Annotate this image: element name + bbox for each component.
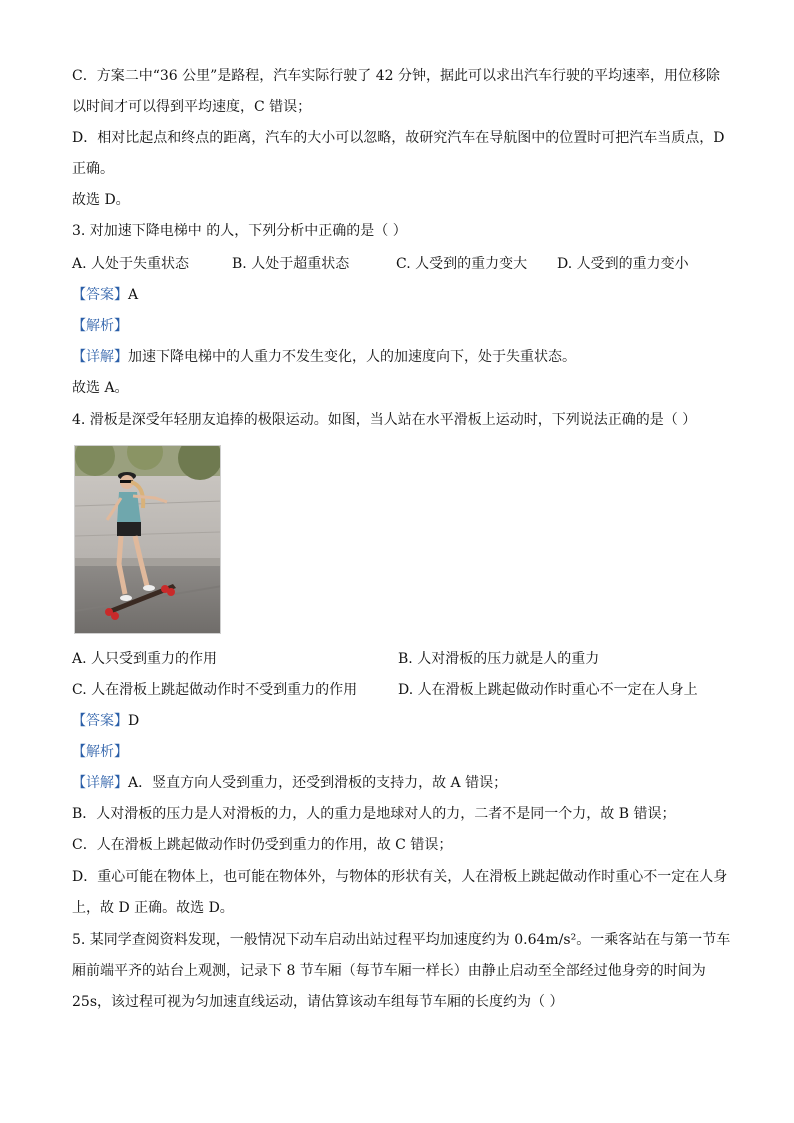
option-c: C. 人受到的重力变大 bbox=[396, 256, 528, 272]
answer-value: D bbox=[128, 713, 140, 729]
detail-line bbox=[72, 347, 722, 367]
analysis-tag: 【解析】 bbox=[72, 318, 128, 334]
analysis-tag: 【解析】 bbox=[72, 744, 128, 760]
option-b: B. 人对滑板的压力就是人的重力 bbox=[398, 651, 600, 667]
answer-value: A bbox=[128, 287, 139, 303]
detail-tag: 【详解】 bbox=[72, 775, 128, 791]
text-line: D．相对比起点和终点的距离，汽车的大小可以忽略，故研究汽车在导航图中的位置时可把汽车当质点，D bbox=[72, 130, 725, 146]
detail-tag: 【详解】 bbox=[72, 349, 128, 365]
answer-tag: 【答案】 bbox=[72, 713, 128, 729]
option-a: A. 人只受到重力的作用 bbox=[72, 651, 218, 667]
option-b: B. 人处于超重状态 bbox=[232, 256, 350, 272]
question-4-options-row2 bbox=[72, 680, 722, 700]
text-line: C．人在滑板上跳起做动作时仍受到重力的作用，故 C 错误； bbox=[72, 837, 453, 853]
question-3-options bbox=[72, 254, 722, 274]
text-line: 故选 D。 bbox=[72, 192, 130, 208]
text-line: 以时间才可以得到平均速度，C 错误； bbox=[72, 99, 312, 115]
option-a: A. 人处于失重状态 bbox=[72, 256, 190, 272]
question-5: 5. 某同学查阅资料发现，一般情况下动车启动出站过程平均加速度约为 0.64m/s²。一乘客站在与第一节车 bbox=[72, 932, 731, 948]
answer-line bbox=[72, 711, 722, 731]
text-line: 上，故 D 正确。故选 D。 bbox=[72, 900, 234, 916]
text-line: 正确。 bbox=[72, 161, 114, 177]
question-3: 3. 对加速下降电梯中 的人，下列分析中正确的是（ ） bbox=[72, 223, 407, 239]
detail-text: A．竖直方向人受到重力，还受到滑板的支持力，故 A 错误； bbox=[128, 775, 508, 791]
text-line: 故选 A。 bbox=[72, 380, 129, 396]
answer-tag: 【答案】 bbox=[72, 287, 128, 303]
text-line: D．重心可能在物体上，也可能在物体外，与物体的形状有关，人在滑板上跳起做动作时重心不一定在人身 bbox=[72, 869, 728, 885]
text-line: B．人对滑板的压力是人对滑板的力，人的重力是地球对人的力，二者不是同一个力，故 B 错误； bbox=[72, 806, 676, 822]
detail-text: 加速下降电梯中的人重力不发生变化，人的加速度向下，处于失重状态。 bbox=[128, 349, 576, 365]
question-4-options-row1 bbox=[72, 649, 722, 669]
detail-line bbox=[72, 773, 722, 793]
text-line: 厢前端平齐的站台上观测，记录下 8 节车厢（每节车厢一样长）由静止启动至全部经过他身旁的时间为 bbox=[72, 963, 706, 979]
text-line: 25s，该过程可视为匀加速直线运动，请估算该动车组每节车厢的长度约为（ ） bbox=[72, 994, 564, 1010]
text-line: C．方案二中“36 公里”是路程，汽车实际行驶了 42 分钟，据此可以求出汽车行驶的平均速率，用位移除 bbox=[72, 68, 721, 84]
answer-line bbox=[72, 285, 722, 305]
question-4: 4. 滑板是深受年轻朋友追捧的极限运动。如图，当人站在水平滑板上运动时，下列说法正确的是（ ） bbox=[72, 412, 697, 428]
skateboarder-photo bbox=[74, 445, 221, 634]
option-d: D. 人在滑板上跳起做动作时重心不一定在人身上 bbox=[398, 682, 698, 698]
option-d: D. 人受到的重力变小 bbox=[557, 256, 689, 272]
option-c: C. 人在滑板上跳起做动作时不受到重力的作用 bbox=[72, 682, 358, 698]
